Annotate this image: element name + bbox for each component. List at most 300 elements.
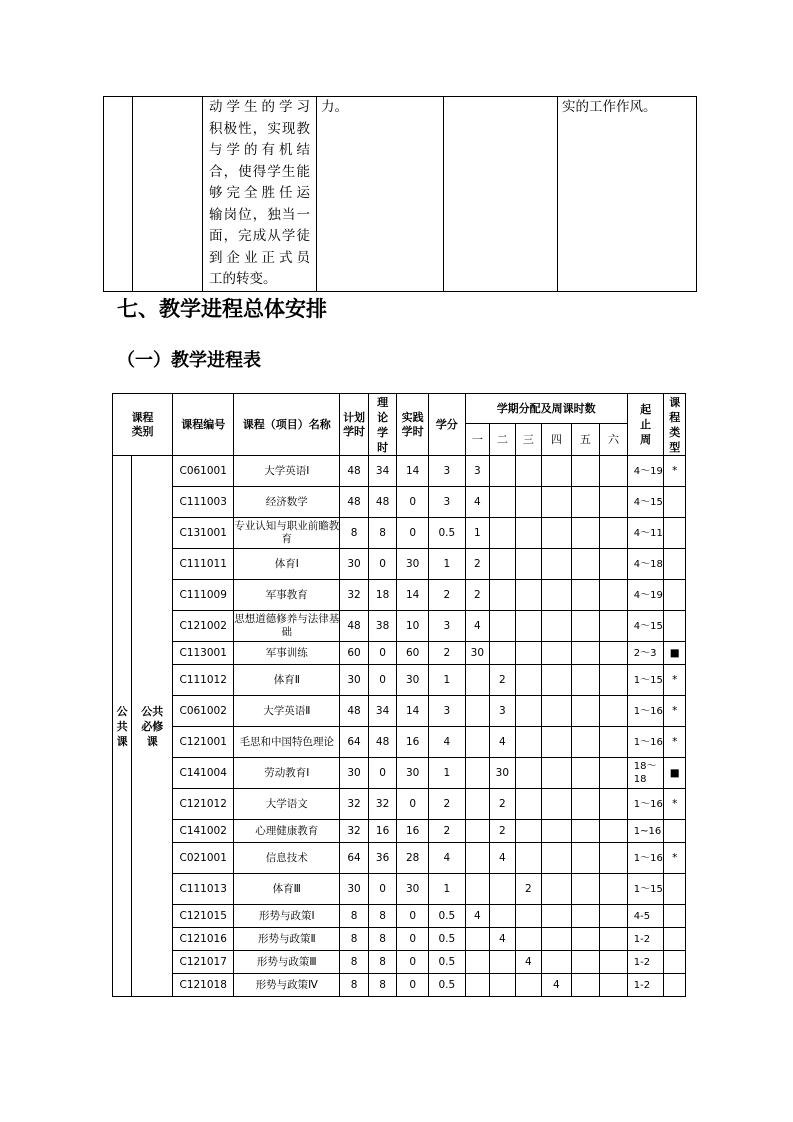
semester-3-hours [515, 758, 542, 789]
objective-line: 积极性，实现教 [209, 120, 310, 137]
course-name: 形势与政策Ⅱ [234, 928, 340, 951]
course-type-marker: * [664, 843, 686, 874]
course-name: 劳动教育Ⅰ [234, 758, 340, 789]
objective-line: 动学生的学习 [209, 99, 310, 115]
theory-hours: 16 [368, 820, 397, 843]
semester-2-hours [490, 580, 515, 611]
course-name: 形势与政策Ⅳ [234, 974, 340, 997]
semester-1-hours [465, 928, 489, 951]
course-code: C121016 [173, 928, 234, 951]
semester-6-hours [600, 951, 628, 974]
semester-2-hours [490, 974, 515, 997]
practice-hours: 30 [397, 758, 429, 789]
practice-hours: 30 [397, 549, 429, 580]
semester-5-hours [571, 820, 600, 843]
course-code: C021001 [173, 843, 234, 874]
plan-hours: 48 [340, 456, 369, 487]
credits: 4 [428, 843, 465, 874]
semester-5-hours [571, 951, 600, 974]
semester-5-hours [571, 789, 600, 820]
semester-5-hours [571, 696, 600, 727]
start-end-weeks: 18～18 [627, 758, 664, 789]
credits: 2 [428, 642, 465, 665]
semester-2-hours: 2 [490, 789, 515, 820]
plan-hours: 30 [340, 549, 369, 580]
semester-4-hours [542, 580, 572, 611]
semester-6-hours [600, 905, 628, 928]
plan-hours: 48 [340, 611, 369, 642]
header-weeks: 起止周 [627, 394, 664, 456]
course-code: C121018 [173, 974, 234, 997]
objective-line: 工的转变。 [209, 271, 277, 287]
theory-hours: 18 [368, 580, 397, 611]
semester-4-hours [542, 456, 572, 487]
table-row [113, 758, 686, 789]
course-code: C061002 [173, 696, 234, 727]
semester-6-hours [600, 874, 628, 905]
semester-4-hours [542, 487, 572, 518]
semester-5-hours [571, 642, 600, 665]
course-name: 经济数学 [234, 487, 340, 518]
plan-hours: 48 [340, 487, 369, 518]
semester-4-hours [542, 665, 572, 696]
category-sub: 公共必修课 [141, 704, 164, 748]
semester-3-hours: 4 [515, 951, 542, 974]
credits: 1 [428, 874, 465, 905]
course-type-marker [664, 518, 686, 549]
semester-6-hours [600, 843, 628, 874]
table-row [113, 727, 686, 758]
theory-hours: 0 [368, 642, 397, 665]
semester-2-hours: 4 [490, 843, 515, 874]
semester-5-hours [571, 518, 600, 549]
plan-hours: 8 [340, 951, 369, 974]
semester-2-hours: 2 [490, 820, 515, 843]
start-end-weeks: 4～11 [627, 518, 664, 549]
semester-2-hours [490, 874, 515, 905]
semester-2-hours [490, 487, 515, 518]
semester-3-hours [515, 665, 542, 696]
table-row [113, 696, 686, 727]
semester-1-hours [465, 758, 489, 789]
theory-hours: 36 [368, 843, 397, 874]
semester-4-hours [542, 951, 572, 974]
header-row [113, 394, 686, 424]
credits: 0.5 [428, 951, 465, 974]
semester-4-hours [542, 905, 572, 928]
semester-6-hours [600, 696, 628, 727]
objective-line: 与学的有机结 [209, 142, 310, 158]
semester-2-hours: 3 [490, 696, 515, 727]
credits: 0.5 [428, 905, 465, 928]
course-code: C111013 [173, 874, 234, 905]
course-code: C111003 [173, 487, 234, 518]
semester-3-hours [515, 789, 542, 820]
semester-6-hours [600, 549, 628, 580]
semester-5-hours [571, 758, 600, 789]
credits: 1 [428, 758, 465, 789]
plan-hours: 8 [340, 905, 369, 928]
plan-hours: 30 [340, 874, 369, 905]
course-code: C121001 [173, 727, 234, 758]
semester-4-hours [542, 874, 572, 905]
course-type-marker: ■ [664, 642, 686, 665]
practice-hours: 0 [397, 928, 429, 951]
table-row [104, 97, 697, 292]
start-end-weeks: 1-2 [627, 974, 664, 997]
semester-3-hours [515, 820, 542, 843]
course-name: 形势与政策Ⅲ [234, 951, 340, 974]
semester-3-hours [515, 580, 542, 611]
credits: 0.5 [428, 974, 465, 997]
credits: 2 [428, 789, 465, 820]
semester-1-hours [465, 951, 489, 974]
semester-6-hours [600, 727, 628, 758]
course-type-marker: * [664, 696, 686, 727]
semester-6-hours [600, 456, 628, 487]
semester-1-hours [465, 874, 489, 905]
start-end-weeks: 1-2 [627, 928, 664, 951]
semester-5-hours [571, 843, 600, 874]
course-code: C111009 [173, 580, 234, 611]
start-end-weeks: 4～19 [627, 580, 664, 611]
theory-hours: 8 [368, 518, 397, 549]
semester-5-hours [571, 974, 600, 997]
semester-2-hours [490, 951, 515, 974]
practice-hours: 30 [397, 665, 429, 696]
course-code: C141002 [173, 820, 234, 843]
semester-4-hours [542, 758, 572, 789]
course-code: C121002 [173, 611, 234, 642]
semester-4-hours [542, 696, 572, 727]
empty-cell [444, 97, 558, 292]
start-end-weeks: 1~16 [627, 820, 664, 843]
semester-1-hours [465, 843, 489, 874]
start-end-weeks: 4～19 [627, 456, 664, 487]
header-course-type: 课程类型 [664, 394, 686, 456]
practice-hours: 16 [397, 727, 429, 758]
semester-6-hours [600, 611, 628, 642]
teaching-schedule-table [112, 393, 686, 997]
header-code: 课程编号 [173, 394, 234, 456]
practice-hours: 0 [397, 974, 429, 997]
semester-6-hours [600, 974, 628, 997]
practice-hours: 0 [397, 905, 429, 928]
semester-2-hours: 4 [490, 727, 515, 758]
practice-hours: 0 [397, 951, 429, 974]
course-type-marker: * [664, 456, 686, 487]
semester-3-hours [515, 611, 542, 642]
semester-1-hours [465, 820, 489, 843]
start-end-weeks: 1～15 [627, 874, 664, 905]
attitude-text-cell: 实的工作作风。 [558, 97, 697, 292]
theory-hours: 38 [368, 611, 397, 642]
credits: 1 [428, 549, 465, 580]
course-name: 毛思和中国特色理论 [234, 727, 340, 758]
practice-hours: 14 [397, 456, 429, 487]
semester-1-hours [465, 727, 489, 758]
practice-hours: 30 [397, 874, 429, 905]
table-row [113, 843, 686, 874]
header-semester-group: 学期分配及周课时数 [465, 394, 627, 424]
semester-1-hours: 1 [465, 518, 489, 549]
semester-1-hours: 3 [465, 456, 489, 487]
practice-hours: 0 [397, 518, 429, 549]
plan-hours: 30 [340, 665, 369, 696]
table-row [113, 665, 686, 696]
header-semester-4: 四 [542, 424, 572, 456]
objective-text-cell [203, 97, 317, 292]
semester-4-hours [542, 727, 572, 758]
semester-1-hours: 2 [465, 549, 489, 580]
semester-3-hours [515, 549, 542, 580]
semester-3-hours [515, 642, 542, 665]
semester-5-hours [571, 727, 600, 758]
practice-hours: 10 [397, 611, 429, 642]
table-row [113, 487, 686, 518]
course-type-marker [664, 549, 686, 580]
semester-6-hours [600, 487, 628, 518]
semester-2-hours [490, 549, 515, 580]
course-code: C121012 [173, 789, 234, 820]
credits: 3 [428, 487, 465, 518]
plan-hours: 32 [340, 580, 369, 611]
theory-hours: 0 [368, 665, 397, 696]
header-theory-hours: 理论学时 [368, 394, 397, 456]
semester-1-hours: 4 [465, 905, 489, 928]
semester-4-hours [542, 928, 572, 951]
semester-5-hours [571, 580, 600, 611]
semester-3-hours [515, 456, 542, 487]
credits: 0.5 [428, 518, 465, 549]
course-code: C111012 [173, 665, 234, 696]
plan-hours: 64 [340, 727, 369, 758]
plan-hours: 64 [340, 843, 369, 874]
semester-2-hours [490, 456, 515, 487]
semester-5-hours [571, 874, 600, 905]
table-row [113, 789, 686, 820]
course-type-marker [664, 820, 686, 843]
subsection-title: （一）教学进程表 [117, 350, 261, 371]
header-semester-1: 一 [465, 424, 489, 456]
semester-6-hours [600, 580, 628, 611]
start-end-weeks: 4～15 [627, 487, 664, 518]
plan-hours: 48 [340, 696, 369, 727]
semester-2-hours: 4 [490, 928, 515, 951]
plan-hours: 8 [340, 518, 369, 549]
objective-line: 够完全胜任运 [209, 185, 310, 201]
category-main: 公共课 [116, 704, 128, 748]
table-row [113, 951, 686, 974]
start-end-weeks: 4～15 [627, 611, 664, 642]
semester-6-hours [600, 642, 628, 665]
theory-hours: 48 [368, 487, 397, 518]
theory-hours: 0 [368, 874, 397, 905]
header-semester-6: 六 [600, 424, 628, 456]
start-end-weeks: 2～3 [627, 642, 664, 665]
course-code: C121015 [173, 905, 234, 928]
semester-2-hours [490, 518, 515, 549]
theory-hours: 8 [368, 905, 397, 928]
course-type-marker [664, 874, 686, 905]
course-name: 体育Ⅱ [234, 665, 340, 696]
semester-1-hours: 4 [465, 487, 489, 518]
semester-5-hours [571, 456, 600, 487]
course-name: 体育Ⅰ [234, 549, 340, 580]
objective-line: 合，使得学生能 [209, 163, 310, 180]
course-name: 信息技术 [234, 843, 340, 874]
course-type-marker [664, 487, 686, 518]
semester-3-hours [515, 727, 542, 758]
theory-hours: 0 [368, 758, 397, 789]
start-end-weeks: 1-2 [627, 951, 664, 974]
category-sub-cell [132, 456, 173, 997]
semester-3-hours: 2 [515, 874, 542, 905]
start-end-weeks: 1～15 [627, 665, 664, 696]
course-code: C061001 [173, 456, 234, 487]
course-type-marker [664, 905, 686, 928]
credits: 1 [428, 665, 465, 696]
credits: 2 [428, 580, 465, 611]
start-end-weeks: 1～16 [627, 843, 664, 874]
empty-cell [133, 97, 203, 292]
course-type-marker: * [664, 789, 686, 820]
semester-6-hours [600, 820, 628, 843]
table-row [113, 905, 686, 928]
semester-4-hours [542, 789, 572, 820]
credits: 4 [428, 727, 465, 758]
theory-hours: 48 [368, 727, 397, 758]
semester-5-hours [571, 905, 600, 928]
course-name: 军事训练 [234, 642, 340, 665]
course-name: 思想道德修养与法律基础 [234, 611, 340, 642]
practice-hours: 0 [397, 487, 429, 518]
course-name: 大学语文 [234, 789, 340, 820]
course-name: 专业认知与职业前瞻教育 [234, 518, 340, 549]
course-code: C111011 [173, 549, 234, 580]
semester-5-hours [571, 928, 600, 951]
practice-hours: 0 [397, 789, 429, 820]
start-end-weeks: 4～18 [627, 549, 664, 580]
semester-6-hours [600, 758, 628, 789]
semester-2-hours: 30 [490, 758, 515, 789]
start-end-weeks: 4-5 [627, 905, 664, 928]
header-practice-hours: 实践学时 [397, 394, 429, 456]
start-end-weeks: 1～16 [627, 696, 664, 727]
plan-hours: 60 [340, 642, 369, 665]
semester-3-hours [515, 518, 542, 549]
course-code: C121017 [173, 951, 234, 974]
course-type-marker: * [664, 727, 686, 758]
theory-hours: 0 [368, 549, 397, 580]
semester-1-hours [465, 696, 489, 727]
semester-3-hours [515, 928, 542, 951]
empty-cell [104, 97, 133, 292]
semester-3-hours [515, 974, 542, 997]
plan-hours: 32 [340, 789, 369, 820]
theory-hours: 8 [368, 951, 397, 974]
theory-hours: 32 [368, 789, 397, 820]
plan-hours: 30 [340, 758, 369, 789]
course-name: 大学英语Ⅱ [234, 696, 340, 727]
theory-hours: 34 [368, 456, 397, 487]
course-type-marker: * [664, 665, 686, 696]
table-row [113, 820, 686, 843]
course-type-marker: ■ [664, 758, 686, 789]
semester-1-hours: 2 [465, 580, 489, 611]
semester-1-hours: 4 [465, 611, 489, 642]
theory-hours: 34 [368, 696, 397, 727]
header-credits: 学分 [428, 394, 465, 456]
course-name: 军事教育 [234, 580, 340, 611]
plan-hours: 8 [340, 974, 369, 997]
semester-3-hours [515, 487, 542, 518]
semester-2-hours: 2 [490, 665, 515, 696]
semester-6-hours [600, 518, 628, 549]
semester-2-hours [490, 905, 515, 928]
table-row [113, 518, 686, 549]
semester-1-hours [465, 665, 489, 696]
practice-hours: 14 [397, 580, 429, 611]
header-semester-5: 五 [571, 424, 600, 456]
course-code: C141004 [173, 758, 234, 789]
table-row [113, 611, 686, 642]
credits: 2 [428, 820, 465, 843]
course-type-marker [664, 951, 686, 974]
objective-line: 面，完成从学徒 [209, 228, 310, 244]
semester-4-hours: 4 [542, 974, 572, 997]
practice-hours: 60 [397, 642, 429, 665]
header-category: 课程类别 [113, 394, 173, 456]
table-row [113, 874, 686, 905]
practice-hours: 14 [397, 696, 429, 727]
semester-2-hours [490, 642, 515, 665]
header-semester-2: 二 [490, 424, 515, 456]
table-row [113, 456, 686, 487]
course-name: 体育Ⅲ [234, 874, 340, 905]
practice-hours: 28 [397, 843, 429, 874]
semester-3-hours [515, 905, 542, 928]
section-title: 七、教学进程总体安排 [117, 297, 327, 321]
table-row [113, 642, 686, 665]
semester-4-hours [542, 549, 572, 580]
semester-4-hours [542, 611, 572, 642]
semester-1-hours [465, 974, 489, 997]
semester-3-hours [515, 843, 542, 874]
course-type-marker [664, 580, 686, 611]
practice-hours: 16 [397, 820, 429, 843]
objective-line: 到企业正式员 [209, 249, 310, 266]
theory-hours: 8 [368, 974, 397, 997]
start-end-weeks: 1～16 [627, 789, 664, 820]
course-code: C113001 [173, 642, 234, 665]
table-row [113, 549, 686, 580]
credits: 3 [428, 611, 465, 642]
category-main-cell [113, 456, 132, 997]
semester-6-hours [600, 665, 628, 696]
course-type-marker [664, 974, 686, 997]
semester-4-hours [542, 642, 572, 665]
header-course-name: 课程（项目）名称 [234, 394, 340, 456]
theory-hours: 8 [368, 928, 397, 951]
semester-1-hours: 30 [465, 642, 489, 665]
course-name: 形势与政策Ⅰ [234, 905, 340, 928]
semester-5-hours [571, 487, 600, 518]
semester-4-hours [542, 518, 572, 549]
course-code: C131001 [173, 518, 234, 549]
requirement-text-cell: 力。 [317, 97, 444, 292]
credits: 3 [428, 456, 465, 487]
